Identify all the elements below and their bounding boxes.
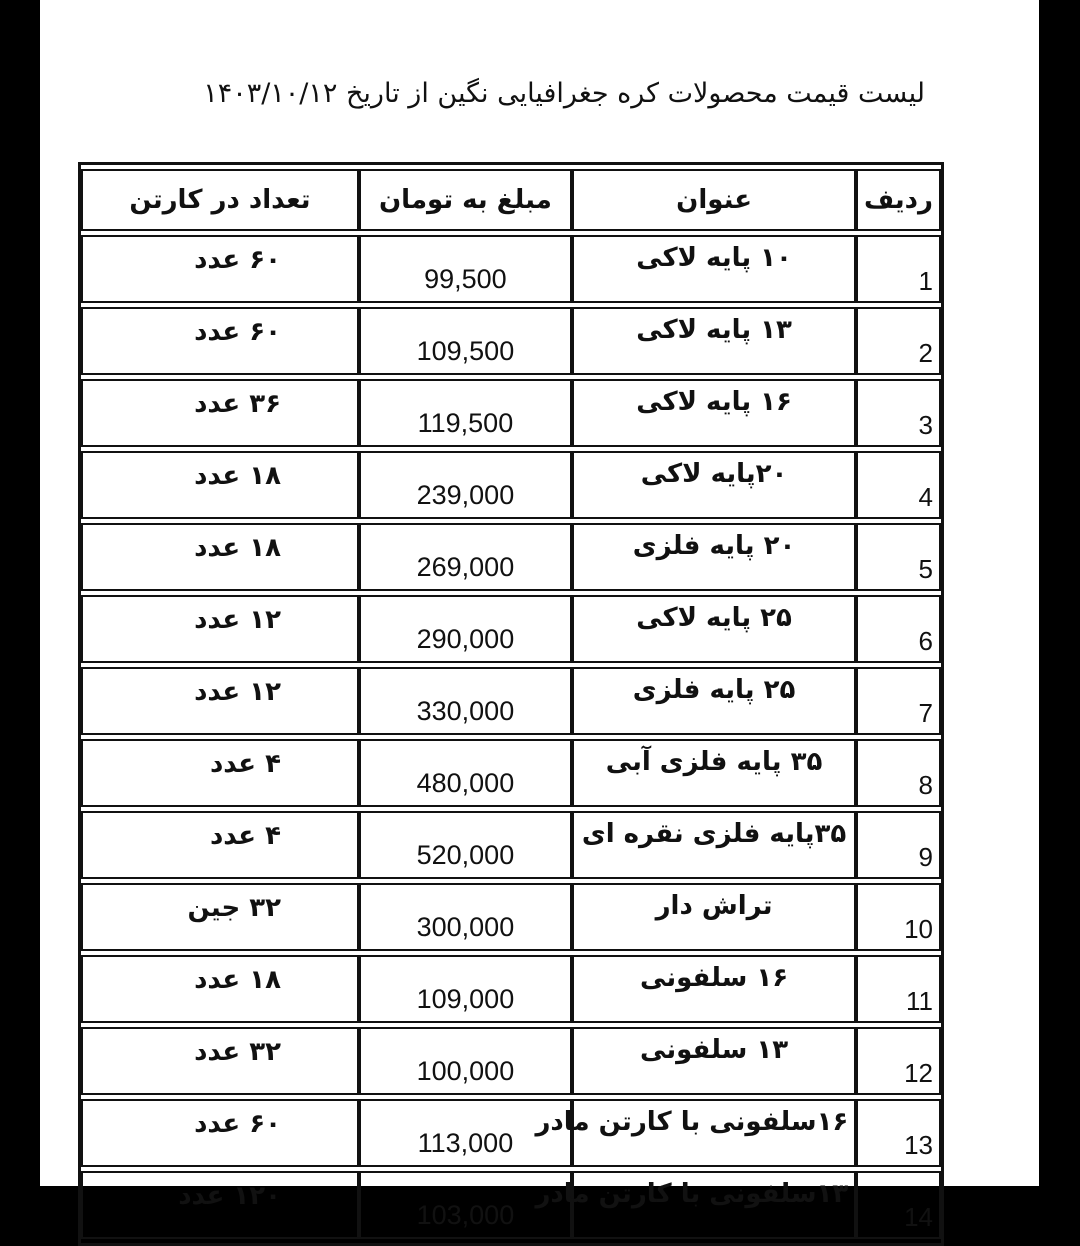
row-number: 6 [856,595,941,663]
row-number: 13 [856,1099,941,1167]
carton-count: ۶۰ عدد [81,307,359,375]
product-price: 520,000 [359,811,572,879]
header-price: مبلغ به تومان [359,169,572,231]
row-number: 5 [856,523,941,591]
product-price: 99,500 [359,235,572,303]
table-header-row [81,169,941,231]
product-title: ۲۵ پایه لاکی [572,595,856,663]
header-count: تعداد در کارتن [81,169,359,231]
product-title: ۱۶سلفونی با کارتن مادر [572,1099,856,1167]
table-row [81,523,941,591]
row-number: 14 [856,1171,941,1239]
row-number: 10 [856,883,941,951]
row-number: 7 [856,667,941,735]
product-price: 269,000 [359,523,572,591]
table-row [81,1099,941,1167]
carton-count: ۶۰ عدد [81,1099,359,1167]
table-row [81,1027,941,1095]
table-row [81,451,941,519]
row-number: 8 [856,739,941,807]
product-title: ۳۵ پایه فلزی آبی [572,739,856,807]
product-title: تراش دار [572,883,856,951]
table-row [81,379,941,447]
product-title: ۱۶ سلفونی [572,955,856,1023]
table-row [81,811,941,879]
table-row [81,235,941,303]
table-row [81,307,941,375]
carton-count: ۶۰ عدد [81,235,359,303]
row-number: 2 [856,307,941,375]
table-row [81,595,941,663]
carton-count: ۱۲۰ عدد [81,1171,359,1239]
product-price: 480,000 [359,739,572,807]
carton-count: ۴ عدد [81,811,359,879]
carton-count: ۱۸ عدد [81,451,359,519]
table-row [81,739,941,807]
product-title: ۱۳ سلفونی [572,1027,856,1095]
product-title: ۳۵پایه فلزی نقره ای [572,811,856,879]
product-title: ۲۰ پایه فلزی [572,523,856,591]
product-price: 109,500 [359,307,572,375]
table-row [81,955,941,1023]
table-row [81,1171,941,1239]
header-title: عنوان [572,169,856,231]
document-title: لیست قیمت محصولات کره جغرافیایی نگین از تاریخ ۱۴۰۳/۱۰/۱۲ [203,78,925,109]
document-page [40,0,1039,1232]
product-title: ۱۰ پایه لاکی [572,235,856,303]
table-row [81,883,941,951]
product-title: ۲۵ پایه فلزی [572,667,856,735]
product-price: 300,000 [359,883,572,951]
product-price: 103,000 [359,1171,572,1239]
product-title: ۱۳سلفونی با کارتن مادر [572,1171,856,1239]
product-title: ۱۶ پایه لاکی [572,379,856,447]
product-price: 239,000 [359,451,572,519]
product-price: 119,500 [359,379,572,447]
row-number: 1 [856,235,941,303]
row-number: 9 [856,811,941,879]
product-title: ۲۰پایه لاکی [572,451,856,519]
product-price: 113,000 [359,1099,572,1167]
product-price: 330,000 [359,667,572,735]
product-price: 100,000 [359,1027,572,1095]
carton-count: ۱۲ عدد [81,667,359,735]
carton-count: ۳۲ جین [81,883,359,951]
carton-count: ۳۲ عدد [81,1027,359,1095]
header-row-number: ردیف [856,169,941,231]
row-number: 4 [856,451,941,519]
table-row [81,667,941,735]
carton-count: ۳۶ عدد [81,379,359,447]
carton-count: ۴ عدد [81,739,359,807]
product-price: 109,000 [359,955,572,1023]
carton-count: ۱۸ عدد [81,955,359,1023]
carton-count: ۱۲ عدد [81,595,359,663]
row-number: 3 [856,379,941,447]
product-price: 290,000 [359,595,572,663]
product-title: ۱۳ پایه لاکی [572,307,856,375]
carton-count: ۱۸ عدد [81,523,359,591]
price-table [78,162,944,1246]
row-number: 11 [856,955,941,1023]
row-number: 12 [856,1027,941,1095]
